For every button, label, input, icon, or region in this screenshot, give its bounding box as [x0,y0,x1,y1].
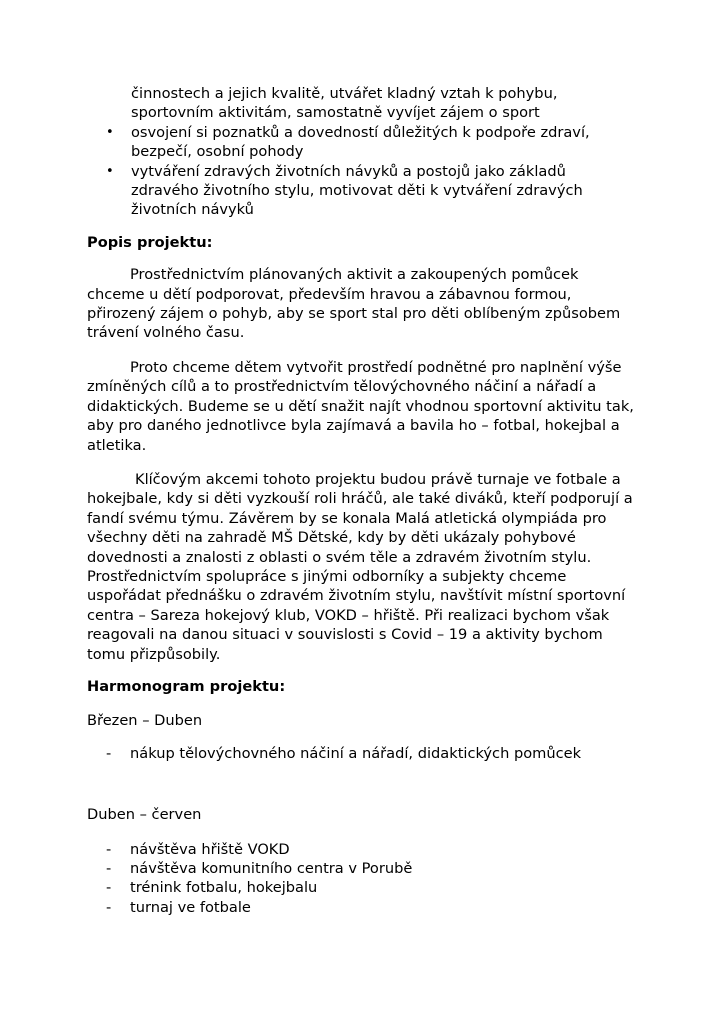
text-line: didaktických. Budeme se u dětí snažit najít vhodnou sportovní aktivitu tak, [87,397,634,415]
list-item [87,898,647,917]
text-line: aby pro daného jednotlivce byla zajímavá a bavila ho – fotbal, hokejbal a [87,417,620,435]
bullet-item [87,162,647,220]
text-line: zmíněných cílů a to prostřednictvím tělovýchovného náčiní a nářadí a [87,378,597,396]
text-line: Klíčovým akcemi tohoto projektu budou právě turnaje ve fotbale a [135,470,621,488]
section-heading-harmonogram: Harmonogram projektu: [87,677,286,695]
list-item [87,878,647,897]
list-item [87,859,647,878]
text-line: uspořádat přednášku o zdravém životním stylu, navštívit místní sportovní [87,587,626,605]
text-line: sportovním aktivitám, samostatně vyvíjet zájem o sport [131,104,540,122]
period-label: Březen – Duben [87,712,203,730]
text-line: fandí svému týmu. Závěrem by se konala Malá atletická olympiáda pro [87,509,607,527]
text-line: činnostech a jejich kvalitě, utvářet kladný vztah k pohybu, [131,85,558,102]
list-item [87,744,647,763]
dash-icon: - [106,859,112,877]
text-line: chceme u dětí podporovat, především hravou a zábavnou formou, [87,285,572,303]
period-2-list [87,840,647,918]
bullet-icon: • [106,163,114,179]
dash-icon: - [106,879,112,897]
text-line: dovednosti a znalosti z oblasti o svém těle a zdravém životním stylu. [87,548,592,566]
text-line: atletika. [87,436,147,454]
text-line: zdravého životního stylu, motivovat děti k vytváření zdravých [131,182,583,200]
text-line: návštěva komunitního centra v Porubě [130,859,413,877]
text-line: trénink fotbalu, hokejbalu [130,879,318,897]
text-line: návštěva hřiště VOKD [130,840,290,858]
text-line: reagovali na danou situaci v souvislosti s Covid – 19 a aktivity bychom [87,626,603,644]
text-line: Proto chceme dětem vytvořit prostředí podnětné pro naplnění výše [130,358,622,376]
text-line: hokejbale, kdy si děti vyzkouší roli hráčů, ale také diváků, kteří podporují a [87,490,633,508]
text-line: životních návyků [131,201,254,219]
goals-bullet-list [87,123,647,220]
text-line: osvojení si poznatků a dovedností důležitých k podpoře zdraví, [131,123,590,141]
text-line: nákup tělovýchovného náčiní a nářadí, didaktických pomůcek [130,744,582,762]
text-line: centra – Sareza hokejový klub, VOKD – hřiště. Při realizaci bychom však [87,606,610,624]
dash-icon: - [106,898,112,916]
section-heading-popis: Popis projektu: [87,233,213,251]
text-line: přirozený zájem o pohyb, aby se sport stal pro děti oblíbeným způsobem [87,305,621,323]
text-line: trávení volného času. [87,324,245,342]
paragraph [87,265,647,343]
document-content [87,84,647,917]
text-line: Prostřednictvím spolupráce s jinými odborníky a subjekty chceme [87,567,567,585]
paragraph [87,470,647,664]
dash-icon: - [106,744,112,762]
text-line: bezpečí, osobní pohody [131,143,304,161]
text-line: všechny děti na zahradě MŠ Dětské, kdy by děti ukázaly pohybové [87,529,576,547]
text-line: turnaj ve fotbale [130,898,251,916]
period-1-list [87,744,647,763]
text-line: tomu přizpůsobily. [87,645,221,663]
period-label: Duben – červen [87,806,202,824]
list-item [87,840,647,859]
bullet-item [87,123,647,162]
text-line: vytváření zdravých životních návyků a postojů jako základů [131,162,566,180]
text-line: Prostřednictvím plánovaných aktivit a zakoupených pomůcek [130,266,579,284]
dash-icon: - [106,840,112,858]
intro-continuation [87,84,647,123]
paragraph [87,358,647,455]
bullet-icon: • [106,124,114,140]
